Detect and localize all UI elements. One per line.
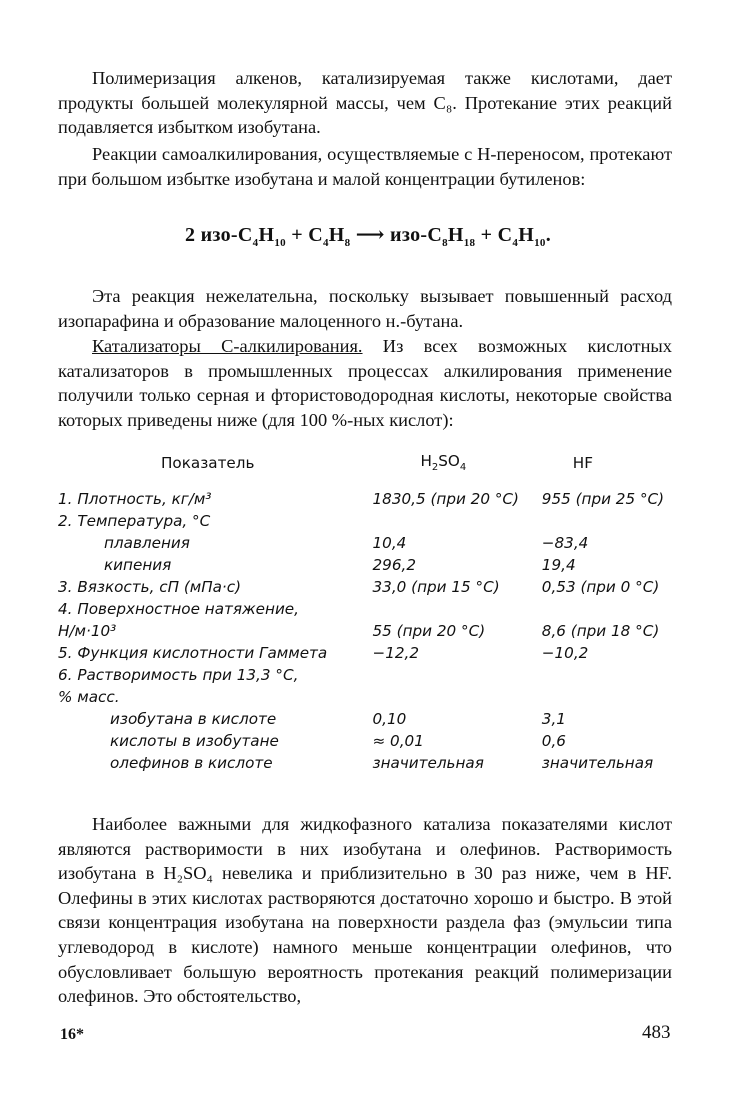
h2so4-mid: SO — [438, 452, 460, 471]
table-cell: 296,2 — [372, 556, 416, 574]
eq-part: + C — [475, 224, 513, 246]
table-cell: 4. Поверхностное натяжение, — [58, 600, 299, 618]
h2so4-subscript: 4 — [459, 462, 467, 474]
table-row — [58, 598, 678, 620]
table-cell: олефинов в кислоте — [110, 754, 273, 772]
table-cell: 0,10 — [372, 710, 407, 728]
paragraph-catalysts — [58, 334, 672, 432]
paragraph-solubility: Наиболее важными для жидкофазного катализа показателями кислот являются растворимости в них изобутана и олефинов. Растворимость изобутана в H₂SO₄ невелика и приблизительно в 30 раз ниже, чем в HF. Олефины в этих кислотах растворяются достаточно хорошо и быстро. В этой связи концентрация изобутана на поверхности раздела фаз (эмульсии типа углеводород в кислоте) намного меньше концентрации олефинов, что обусловливает большую вероятность протекания реакций полимеризации олефинов. Это обстоятельство, — [58, 814, 672, 1007]
table-cell: 3,1 — [541, 710, 566, 728]
table-cell — [542, 510, 678, 532]
eq-part: изо-C — [390, 224, 443, 246]
signature-mark: 16* — [60, 1026, 84, 1043]
table-row — [58, 664, 678, 686]
table-cell: 8,6 (при 18 °C) — [541, 622, 660, 640]
table-row — [58, 510, 678, 532]
h2so4-main: H — [420, 452, 432, 471]
paragraph-polymerization: Полимеризация алкенов, катализируемая также кислотами, дает продукты большей молекулярной массы, чем C₈. Протекание этих реакций подавляется избытком изобутана. — [58, 68, 672, 138]
table-row — [58, 488, 678, 510]
table-cell: значительная — [541, 754, 654, 772]
table-cell: 955 (при 25 °C) — [541, 490, 665, 508]
table-cell: кипения — [104, 556, 172, 574]
table-cell: 3. Вязкость, сП (мПа·с) — [58, 578, 242, 596]
h2so4-subscript: 2 — [431, 462, 439, 474]
eq-part: H — [328, 224, 345, 246]
eq-part: 2 изо-C — [184, 224, 253, 246]
eq-subscript: 4 — [512, 237, 519, 249]
eq-part: + C — [285, 224, 323, 246]
column-header-hf: HF — [572, 454, 593, 472]
table-cell: 0,6 — [541, 732, 566, 750]
table-cell: % масс. — [58, 688, 120, 706]
table-cell — [373, 686, 542, 708]
eq-subscript: 8 — [442, 237, 448, 249]
table-cell: 1830,5 (при 20 °C) — [372, 490, 519, 508]
catalysts-text: Из всех возможных кислотных катализаторов в промышленных процессах алкилирования применение получили только серная и фтористоводородная кислоты, некоторые свойства которых приведены ниже (для 100 %-ных кислот): — [58, 336, 672, 430]
properties-table — [58, 452, 678, 774]
table-cell — [542, 598, 678, 620]
table-row — [58, 752, 678, 774]
column-header-param: Показатель — [161, 454, 255, 472]
table-row — [58, 576, 678, 598]
eq-part: H — [258, 224, 275, 246]
table-cell: изобутана в кислоте — [110, 710, 277, 728]
table-cell: плавления — [104, 534, 190, 552]
table-cell: Н/м·10³ — [58, 622, 117, 640]
eq-subscript: 4 — [252, 237, 259, 249]
table-cell: 5. Функция кислотности Гаммета — [58, 644, 328, 662]
reaction-equation — [0, 222, 736, 249]
eq-part: H — [518, 224, 535, 246]
eq-subscript: 10 — [534, 237, 546, 249]
eq-part: H — [447, 224, 464, 246]
eq-subscript: 8 — [344, 237, 351, 249]
table-cell: кислоты в изобутане — [110, 732, 279, 750]
table-cell: 55 (при 20 °C) — [372, 622, 486, 640]
table-row — [58, 554, 678, 576]
table-cell: ≈ 0,01 — [372, 732, 424, 750]
table-cell: 1. Плотность, кг/м³ — [58, 490, 212, 508]
table-row — [58, 708, 678, 730]
table-cell — [542, 686, 678, 708]
eq-arrow: ⟶ — [350, 224, 391, 246]
table-cell — [373, 510, 542, 532]
paragraph-undesirable: Эта реакция нежелательна, поскольку вызывает повышенный расход изопарафина и образование малоценного н.-бутана. — [58, 286, 672, 331]
table-cell — [373, 598, 542, 620]
table-cell: значительная — [372, 754, 484, 772]
eq-subscript: 10 — [274, 237, 286, 249]
section-heading: Катализаторы С-алкилирования. — [92, 336, 363, 356]
column-header-h2so4 — [373, 452, 542, 488]
table-row — [58, 642, 678, 664]
table-header-row — [58, 452, 678, 488]
page-number: 483 — [642, 1022, 671, 1043]
table-row — [58, 686, 678, 708]
table-cell: −83,4 — [541, 534, 589, 552]
eq-subscript: 4 — [322, 237, 329, 249]
table-cell: 2. Температура, °C — [58, 512, 211, 530]
table-cell: 0,53 (при 0 °C) — [541, 578, 660, 596]
table-cell — [542, 664, 678, 686]
table-row — [58, 532, 678, 554]
table-row — [58, 730, 678, 752]
paragraph-self-alkylation: Реакции самоалкилирования, осуществляемые с Н-переносом, протекают при большом избытке изобутана и малой концентрации бутиленов: — [58, 144, 672, 189]
eq-part: . — [545, 224, 551, 246]
table-cell: 10,4 — [372, 534, 407, 552]
table-cell: 19,4 — [541, 556, 576, 574]
eq-subscript: 18 — [463, 237, 476, 249]
table-cell — [373, 664, 542, 686]
table-cell: −12,2 — [372, 644, 420, 662]
table-cell: −10,2 — [541, 644, 589, 662]
table-cell: 33,0 (при 15 °C) — [372, 578, 500, 596]
table-cell: 6. Растворимость при 13,3 °C, — [58, 666, 299, 684]
table-row — [58, 620, 678, 642]
